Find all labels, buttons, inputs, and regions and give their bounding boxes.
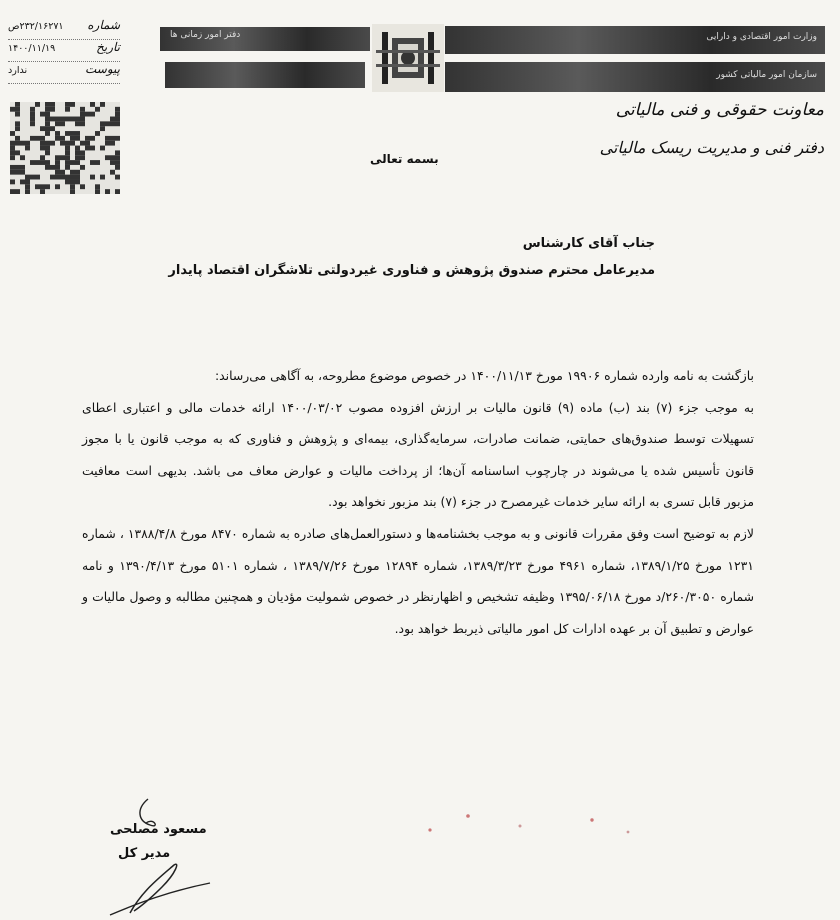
addressee-title: جناب آقای کارشناس	[522, 236, 655, 251]
stamp-marks	[420, 808, 640, 838]
date-row	[8, 40, 120, 62]
number-row	[8, 18, 120, 40]
date-value: ۱۴۰۰/۱۱/۱۹	[8, 43, 56, 54]
signer-name: مسعود مصلحی	[110, 822, 207, 837]
number-label: شماره	[87, 18, 120, 32]
emblem-icon	[372, 24, 444, 92]
number-value: ۲۳۲/۱۶۲۷۱ص	[8, 21, 64, 32]
attachment-row	[8, 62, 120, 84]
basmala: بسمه تعالی	[370, 152, 439, 166]
body-paragraph-3: لازم به توضیح است وفق مقررات قانونی و به موجب بخشنامه‌ها و دستورالعمل‌های صادره به شماره ۸۴۷۰ مورخ ۱۳۸۸/۴/۸ ، شماره ۱۲۳۱ مورخ ۱۳۸۹/۱/۲۵، شماره ۴۹۶۱ مورخ ۱۳۸۹/۳/۲۳، شماره ۱۲۸۹۴ مورخ ۱۳۸۹/۷/۲۶ ، شماره ۵۱۰۱ مورخ ۱۳۹۰/۴/۱۳ و نامه شماره ۲۶۰/۳۰۵۰/د مورخ ۱۳۹۵/۰۶/۱۸ وظیفه تشخیص و اظهارنظر در خصوص شمولیت مؤدیان و همچنین مطالبه و وصول مالیات و عوارض و تطبیق آن بر عهده ادارات کل امور مالیاتی ذیربط خواهد بود.	[82, 525, 754, 636]
band-left-text: دفتر امور زمانی ها	[170, 30, 241, 40]
body-paragraph-2: به موجب جزء (۷) بند (ب) ماده (۹) قانون مالیات بر ارزش افزوده مصوب ۱۴۰۰/۰۳/۰۲ ارائه خدمات مالی و اعتباری اعطای تسهیلات توسط صندوق‌های حمایتی، ضمانت صادرات، سرمایه‌گذاری، بیمه‌ای و پژوهش و فناوری که به موجب قانون یا با مجوز قانون تأسیس شده یا می‌شوند در چارچوب اساسنامه آن‌ها؛ از پرداخت مالیات و عوارض معاف می باشد. بدیهی است معافیت مزبور قابل تسری به ارائه سایر خدمات غیرمصرح در جزء (۷) بند مزبور نخواهد بود.	[82, 399, 754, 510]
header-band	[160, 24, 825, 94]
org-office: دفتر فنی و مدیریت ریسک مالیاتی	[599, 138, 824, 157]
attachment-label: پیوست	[85, 62, 120, 76]
signer-title: مدیر کل	[118, 846, 171, 861]
qr-code-icon	[10, 102, 120, 194]
body-paragraph-1: بازگشت به نامه وارده شماره ۱۹۹۰۶ مورخ ۱۴۰۰/۱۱/۱۳ در خصوص موضوع مطروحه، به آگاهی می‌رساند:	[214, 368, 754, 383]
date-label: تاریخ	[96, 40, 120, 54]
letter-body	[82, 360, 754, 644]
band-organization-text: سازمان امور مالیاتی کشور	[716, 70, 817, 80]
band-ministry-text: وزارت امور اقتصادی و دارایی	[706, 32, 817, 42]
org-deputy: معاونت حقوقی و فنی مالیاتی	[615, 100, 824, 120]
letter-meta	[8, 18, 120, 84]
addressee-position: مدیرعامل محترم صندوق پژوهش و فناوری غیردولتی تلاشگران اقتصاد پایدار	[168, 263, 655, 278]
attachment-value: ندارد	[8, 65, 28, 76]
